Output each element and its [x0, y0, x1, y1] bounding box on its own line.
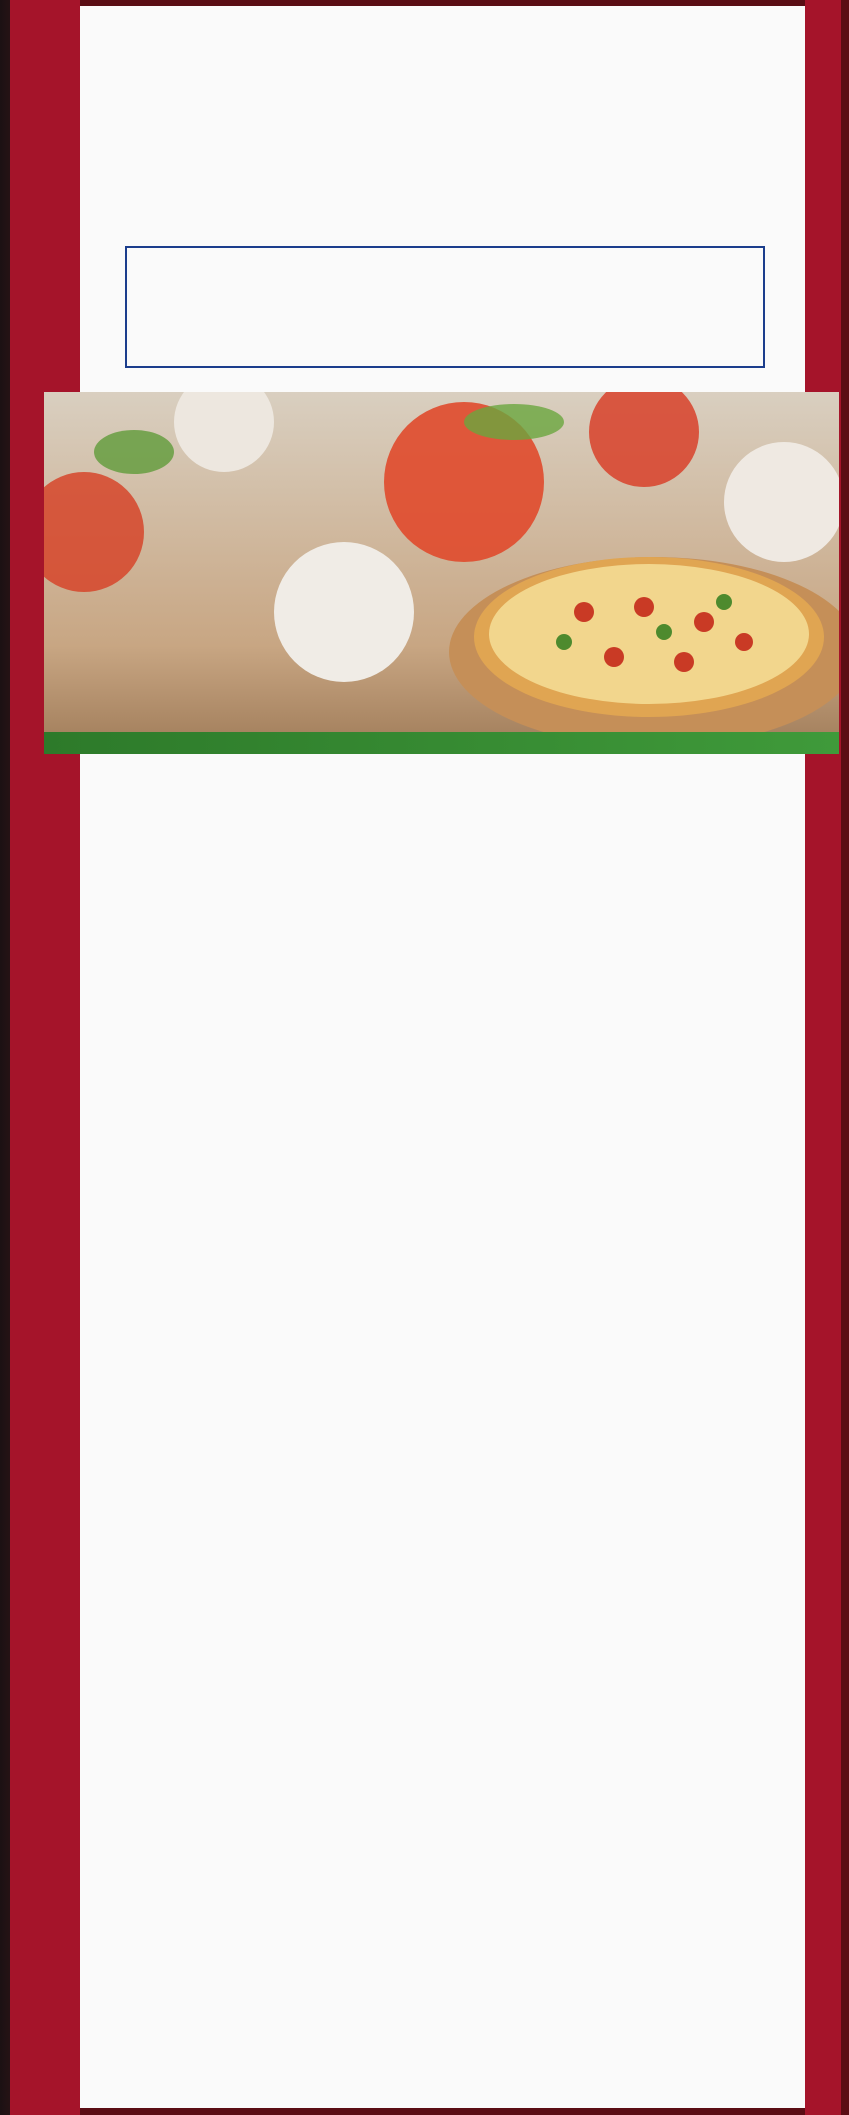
green-stripe: [44, 732, 839, 754]
pizza-photo-illustration: [44, 392, 839, 754]
margherita-photo: [44, 392, 839, 754]
right-red-band: [805, 0, 841, 2115]
left-red-band: [10, 0, 80, 2115]
toppings-box: [125, 246, 765, 368]
menu-page: [80, 6, 805, 2108]
